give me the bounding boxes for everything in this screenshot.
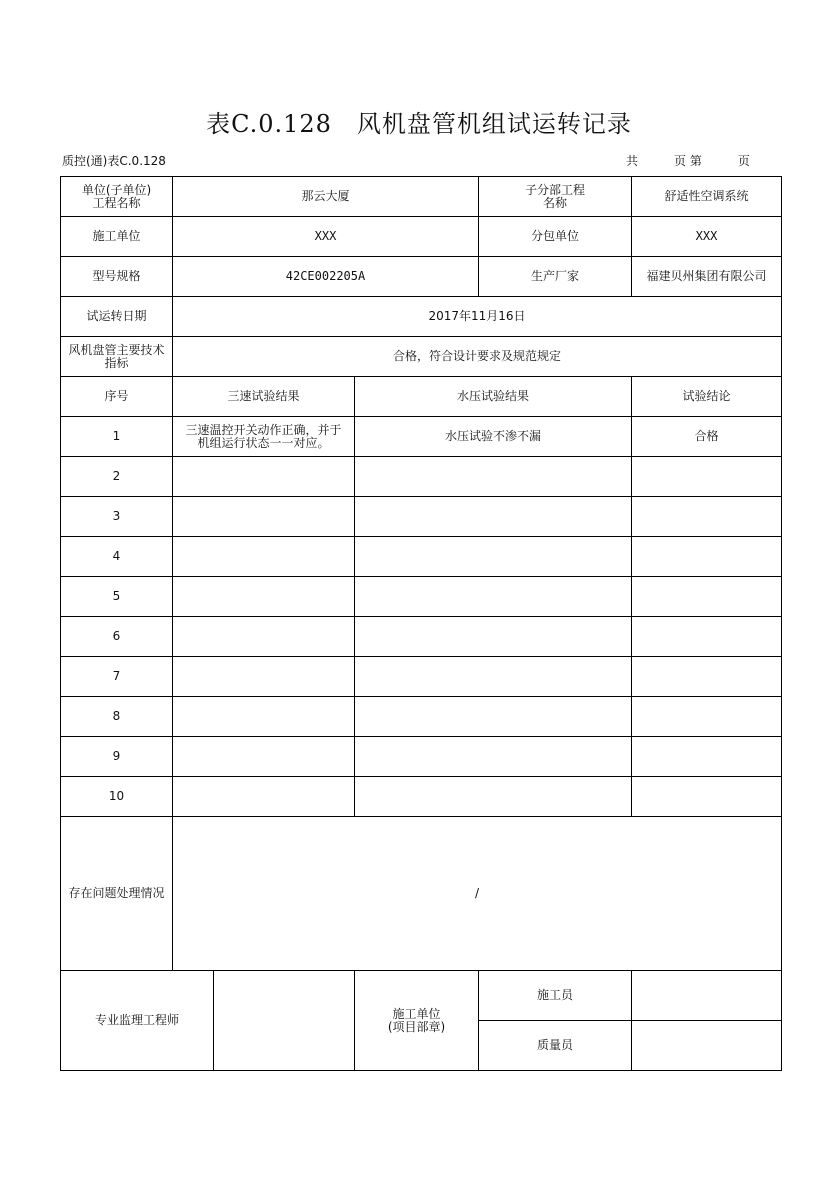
pressure-result — [355, 737, 632, 777]
pressure-result — [355, 497, 632, 537]
results-header-row — [61, 377, 782, 417]
table-row — [61, 617, 782, 657]
conclusion — [632, 777, 782, 817]
conclusion: 合格 — [632, 417, 782, 457]
page-info: 共 页 第 页 — [626, 154, 750, 168]
construction-unit-label: 施工单位 (项目部章) — [355, 971, 479, 1071]
manufacturer-label: 生产厂家 — [479, 257, 632, 297]
row-number: 6 — [61, 617, 173, 657]
table-row — [61, 417, 782, 457]
worker-signature — [632, 971, 782, 1021]
table-row — [61, 697, 782, 737]
issues-value: / — [173, 817, 782, 971]
pressure-result — [355, 697, 632, 737]
date-value: 2017年11月16日 — [173, 297, 782, 337]
conclusion — [632, 737, 782, 777]
speed-result — [173, 457, 355, 497]
speed-result — [173, 497, 355, 537]
row-date — [61, 297, 782, 337]
spec-label: 风机盘管主要技术指标 — [61, 337, 173, 377]
subcontract-label: 分包单位 — [479, 217, 632, 257]
unit-label: 单位(子单位) 工程名称 — [61, 177, 173, 217]
conclusion — [632, 497, 782, 537]
supervisor-label: 专业监理工程师 — [61, 971, 214, 1071]
table-row — [61, 457, 782, 497]
pressure-result — [355, 457, 632, 497]
row-construction — [61, 217, 782, 257]
sub-value: 舒适性空调系统 — [632, 177, 782, 217]
quality-signature — [632, 1021, 782, 1071]
row-number: 4 — [61, 537, 173, 577]
form-code: 质控(通)表C.0.128 — [62, 154, 166, 168]
pressure-result — [355, 777, 632, 817]
speed-result — [173, 657, 355, 697]
speed-result — [173, 617, 355, 657]
row-number: 8 — [61, 697, 173, 737]
quality-label: 质量员 — [479, 1021, 632, 1071]
speed-result — [173, 577, 355, 617]
sub-label: 子分部工程 名称 — [479, 177, 632, 217]
conclusion — [632, 537, 782, 577]
conclusion — [632, 657, 782, 697]
page-title: 表C.0.128 风机盘管机组试运转记录 — [206, 110, 632, 138]
table-row — [61, 497, 782, 537]
row-spec — [61, 337, 782, 377]
pressure-result — [355, 617, 632, 657]
table-row — [61, 537, 782, 577]
conclusion — [632, 697, 782, 737]
table-row — [61, 737, 782, 777]
row-number: 10 — [61, 777, 173, 817]
table-row — [61, 577, 782, 617]
row-number: 5 — [61, 577, 173, 617]
construction-label: 施工单位 — [61, 217, 173, 257]
row-number: 9 — [61, 737, 173, 777]
row-number: 7 — [61, 657, 173, 697]
supervisor-signature — [214, 971, 355, 1071]
row-issues — [61, 817, 782, 971]
model-label: 型号规格 — [61, 257, 173, 297]
conclusion — [632, 457, 782, 497]
date-label: 试运转日期 — [61, 297, 173, 337]
record-form — [60, 176, 782, 1071]
model-value: 42CE002205A — [173, 257, 479, 297]
row-number: 2 — [61, 457, 173, 497]
table-row — [61, 777, 782, 817]
subcontract-value: XXX — [632, 217, 782, 257]
speed-result: 三速温控开关动作正确，并于 机组运行状态一一对应。 — [173, 417, 355, 457]
col-header-no: 序号 — [61, 377, 173, 417]
row-model — [61, 257, 782, 297]
row-project — [61, 177, 782, 217]
spec-value: 合格，符合设计要求及规范规定 — [173, 337, 782, 377]
speed-result — [173, 697, 355, 737]
table-row — [61, 657, 782, 697]
construction-value: XXX — [173, 217, 479, 257]
worker-label: 施工员 — [479, 971, 632, 1021]
conclusion — [632, 617, 782, 657]
col-header-speed: 三速试验结果 — [173, 377, 355, 417]
row-number: 3 — [61, 497, 173, 537]
col-header-pressure: 水压试验结果 — [355, 377, 632, 417]
speed-result — [173, 537, 355, 577]
row-number: 1 — [61, 417, 173, 457]
manufacturer-value: 福建贝州集团有限公司 — [632, 257, 782, 297]
pressure-result — [355, 577, 632, 617]
unit-value: 那云大厦 — [173, 177, 479, 217]
pressure-result: 水压试验不渗不漏 — [355, 417, 632, 457]
col-header-conclusion: 试验结论 — [632, 377, 782, 417]
issues-label: 存在问题处理情况 — [61, 817, 173, 971]
pressure-result — [355, 657, 632, 697]
conclusion — [632, 577, 782, 617]
row-signature-1 — [61, 971, 782, 1021]
pressure-result — [355, 537, 632, 577]
speed-result — [173, 777, 355, 817]
speed-result — [173, 737, 355, 777]
